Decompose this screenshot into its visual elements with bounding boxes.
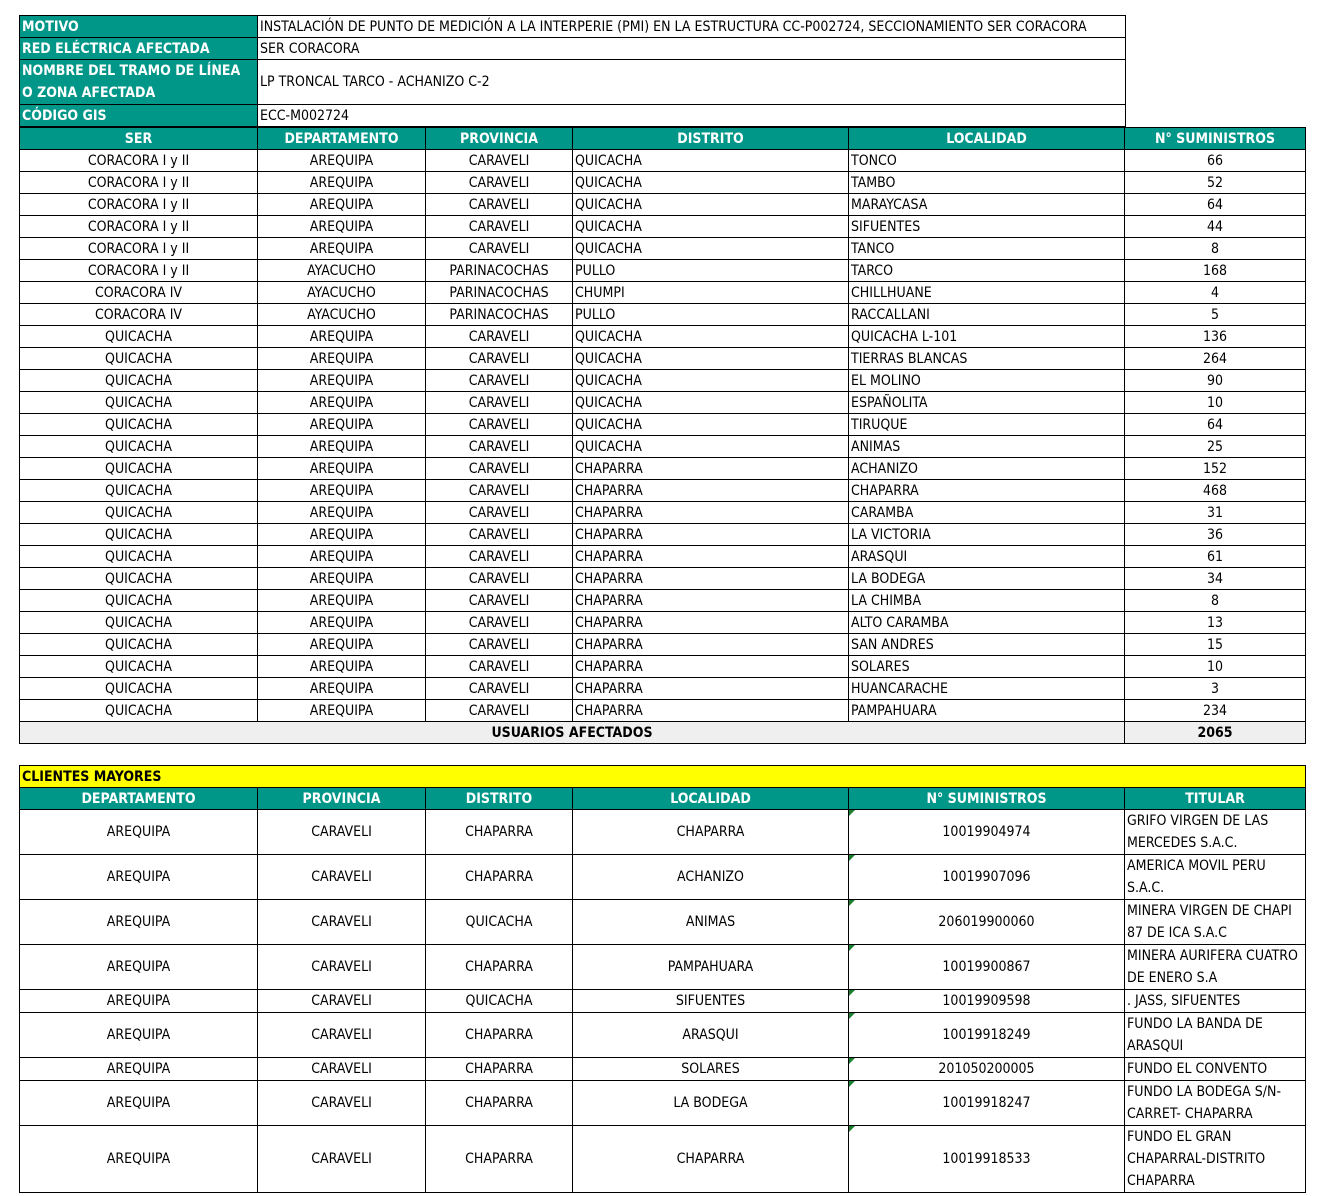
table-cell: TIERRAS BLANCAS (849, 348, 1125, 370)
table-cell: CHILLHUANE (849, 282, 1125, 304)
table-cell: 31 (1125, 502, 1306, 524)
table-cell: CHAPARRA (573, 502, 849, 524)
table-cell: 234 (1125, 700, 1306, 722)
table-cell: CORACORA I y II (20, 238, 258, 260)
table-cell: SOLARES (573, 1058, 849, 1081)
table-cell: QUICACHA (20, 436, 258, 458)
table-cell: 8 (1125, 238, 1306, 260)
table-row (20, 1058, 1306, 1081)
table-cell: PAMPAHUARA (573, 945, 849, 990)
red-value: SER CORACORA (258, 38, 1126, 60)
table-cell: AREQUIPA (258, 656, 426, 678)
table-cell: FUNDO EL GRAN CHAPARRAL-DISTRITO CHAPARRA (1125, 1126, 1306, 1193)
table-row (20, 678, 1306, 700)
table-cell: CARAVELI (258, 1058, 426, 1081)
table-cell: CHAPARRA (573, 678, 849, 700)
table-cell: CORACORA I y II (20, 194, 258, 216)
table-cell: CARAVELI (426, 458, 573, 480)
table-cell: CARAVELI (426, 392, 573, 414)
table-cell: AYACUCHO (258, 304, 426, 326)
table-cell: AREQUIPA (258, 392, 426, 414)
table-cell: 10019918533 (849, 1126, 1125, 1193)
table-row (20, 326, 1306, 348)
table-cell: AREQUIPA (258, 678, 426, 700)
table-cell: 64 (1125, 414, 1306, 436)
table-cell: QUICACHA (426, 990, 573, 1013)
table-cell: CHUMPI (573, 282, 849, 304)
table-cell: SAN ANDRES (849, 634, 1125, 656)
table-cell: AREQUIPA (258, 590, 426, 612)
table-row (20, 150, 1306, 172)
table-cell: MARAYCASA (849, 194, 1125, 216)
table-cell: AREQUIPA (258, 436, 426, 458)
table-cell: QUICACHA (20, 634, 258, 656)
table-cell: CHAPARRA (573, 612, 849, 634)
table-cell: LA CHIMBA (849, 590, 1125, 612)
affected-header-cell: DEPARTAMENTO (258, 128, 426, 150)
clients-title: CLIENTES MAYORES (20, 766, 1306, 788)
table-row (20, 436, 1306, 458)
table-cell: AREQUIPA (258, 634, 426, 656)
table-cell: CARAVELI (258, 855, 426, 900)
table-cell: 206019900060 (849, 900, 1125, 945)
table-cell: 10019900867 (849, 945, 1125, 990)
table-cell: ANIMAS (573, 900, 849, 945)
table-cell: TONCO (849, 150, 1125, 172)
table-cell: CARAVELI (426, 370, 573, 392)
table-cell: CHAPARRA (573, 524, 849, 546)
table-cell: AREQUIPA (20, 1013, 258, 1058)
table-cell: AREQUIPA (258, 348, 426, 370)
table-cell: QUICACHA (20, 480, 258, 502)
gis-value: ECC-M002724 (258, 105, 1126, 127)
table-cell: CARAVELI (426, 590, 573, 612)
table-cell: QUICACHA (20, 392, 258, 414)
table-cell: CARAVELI (426, 238, 573, 260)
table-cell: QUICACHA (20, 700, 258, 722)
table-row (20, 855, 1306, 900)
total-value: 2065 (1125, 722, 1306, 744)
table-cell: 5 (1125, 304, 1306, 326)
table-cell: 25 (1125, 436, 1306, 458)
table-cell: AREQUIPA (20, 900, 258, 945)
table-cell: 36 (1125, 524, 1306, 546)
table-cell: CARAVELI (258, 1081, 426, 1126)
table-cell: CHAPARRA (849, 480, 1125, 502)
table-cell: CHAPARRA (573, 1126, 849, 1193)
table-cell: 90 (1125, 370, 1306, 392)
table-cell: FUNDO EL CONVENTO (1125, 1058, 1306, 1081)
table-cell: AREQUIPA (258, 238, 426, 260)
table-row (20, 502, 1306, 524)
tramo-label-line-2: O ZONA AFECTADA (22, 85, 156, 101)
table-cell: 10019907096 (849, 855, 1125, 900)
table-cell: QUICACHA (20, 612, 258, 634)
table-cell: AREQUIPA (20, 990, 258, 1013)
table-cell: CARAVELI (426, 502, 573, 524)
table-cell: 10019904974 (849, 810, 1125, 855)
table-cell: AYACUCHO (258, 282, 426, 304)
table-cell: 52 (1125, 172, 1306, 194)
table-row (20, 172, 1306, 194)
table-cell: QUICACHA (573, 436, 849, 458)
table-cell: CARAVELI (258, 945, 426, 990)
table-cell: AREQUIPA (20, 1126, 258, 1193)
table-cell: LA VICTORIA (849, 524, 1125, 546)
motivo-value: INSTALACIÓN DE PUNTO DE MEDICIÓN A LA INTERPERIE (PMI) EN LA ESTRUCTURA CC-P002724, SECCIONAMIENTO SER CORACORA (258, 16, 1126, 38)
table-cell: MINERA VIRGEN DE CHAPI 87 DE ICA S.A.C (1125, 900, 1306, 945)
table-row (20, 546, 1306, 568)
table-cell: 66 (1125, 150, 1306, 172)
table-cell: QUICACHA (20, 414, 258, 436)
table-cell: QUICACHA (20, 458, 258, 480)
table-cell: CARAVELI (258, 900, 426, 945)
table-cell: CHAPARRA (426, 945, 573, 990)
info-table (19, 15, 1126, 127)
table-cell: AREQUIPA (258, 216, 426, 238)
table-row (20, 900, 1306, 945)
table-cell: 468 (1125, 480, 1306, 502)
motivo-label: MOTIVO (20, 16, 258, 38)
table-cell: 3 (1125, 678, 1306, 700)
table-cell: QUICACHA (573, 370, 849, 392)
table-cell: CHAPARRA (573, 700, 849, 722)
table-cell: CARAVELI (426, 436, 573, 458)
table-cell: HUANCARACHE (849, 678, 1125, 700)
affected-header-row (20, 128, 1306, 150)
table-row (20, 612, 1306, 634)
table-cell: AREQUIPA (20, 855, 258, 900)
table-cell: QUICACHA (20, 656, 258, 678)
table-cell: CHAPARRA (426, 1058, 573, 1081)
table-cell: AREQUIPA (258, 326, 426, 348)
table-cell: CARAVELI (426, 568, 573, 590)
table-cell: CARAVELI (426, 700, 573, 722)
table-row (20, 590, 1306, 612)
table-row (20, 656, 1306, 678)
table-cell: 201050200005 (849, 1058, 1125, 1081)
table-cell: AREQUIPA (258, 700, 426, 722)
table-cell: 10019918247 (849, 1081, 1125, 1126)
table-row (20, 480, 1306, 502)
table-cell: CHAPARRA (573, 810, 849, 855)
table-cell: 10 (1125, 392, 1306, 414)
table-cell: QUICACHA (426, 900, 573, 945)
table-cell: CHAPARRA (426, 1013, 573, 1058)
table-cell: AREQUIPA (20, 810, 258, 855)
clients-header-cell: DEPARTAMENTO (20, 788, 258, 810)
table-cell: SIFUENTES (849, 216, 1125, 238)
table-cell: PARINACOCHAS (426, 260, 573, 282)
table-cell: AREQUIPA (258, 458, 426, 480)
table-cell: CHAPARRA (573, 546, 849, 568)
table-cell: 8 (1125, 590, 1306, 612)
table-row (20, 1126, 1306, 1193)
table-cell: SOLARES (849, 656, 1125, 678)
table-cell: AREQUIPA (258, 194, 426, 216)
table-cell: QUICACHA (573, 238, 849, 260)
table-cell: QUICACHA (573, 216, 849, 238)
table-cell: CHAPARRA (573, 480, 849, 502)
table-cell: QUICACHA (20, 546, 258, 568)
table-cell: AREQUIPA (20, 1081, 258, 1126)
table-cell: CORACORA I y II (20, 216, 258, 238)
spreadsheet (19, 15, 1306, 1193)
total-label: USUARIOS AFECTADOS (20, 722, 1125, 744)
table-cell: ARASQUI (849, 546, 1125, 568)
table-cell: CORACORA IV (20, 282, 258, 304)
table-cell: CARAVELI (258, 990, 426, 1013)
table-cell: AREQUIPA (258, 414, 426, 436)
table-cell: 4 (1125, 282, 1306, 304)
table-cell: CARAMBA (849, 502, 1125, 524)
table-cell: QUICACHA (573, 172, 849, 194)
table-cell: CHAPARRA (426, 810, 573, 855)
table-row (20, 304, 1306, 326)
table-cell: QUICACHA (20, 524, 258, 546)
table-cell: 13 (1125, 612, 1306, 634)
red-label: RED ELÉCTRICA AFECTADA (20, 38, 258, 60)
table-cell: 61 (1125, 546, 1306, 568)
table-cell: AREQUIPA (258, 502, 426, 524)
table-cell: QUICACHA (20, 348, 258, 370)
table-cell: CORACORA I y II (20, 172, 258, 194)
table-cell: QUICACHA (573, 194, 849, 216)
table-cell: 10019909598 (849, 990, 1125, 1013)
table-cell: CARAVELI (426, 546, 573, 568)
table-cell: ACHANIZO (849, 458, 1125, 480)
table-cell: CARAVELI (426, 480, 573, 502)
table-row (20, 282, 1306, 304)
table-cell: GRIFO VIRGEN DE LAS MERCEDES S.A.C. (1125, 810, 1306, 855)
table-cell: CARAVELI (426, 656, 573, 678)
table-cell: CHAPARRA (573, 458, 849, 480)
table-row (20, 260, 1306, 282)
affected-header-cell: SER (20, 128, 258, 150)
table-cell: QUICACHA (20, 370, 258, 392)
table-cell: AREQUIPA (20, 945, 258, 990)
table-row (20, 810, 1306, 855)
table-cell: CORACORA I y II (20, 150, 258, 172)
table-cell: CORACORA I y II (20, 260, 258, 282)
affected-header-cell: DISTRITO (573, 128, 849, 150)
table-cell: CHAPARRA (573, 656, 849, 678)
table-cell: 168 (1125, 260, 1306, 282)
table-cell: PARINACOCHAS (426, 304, 573, 326)
table-cell: PAMPAHUARA (849, 700, 1125, 722)
affected-header-cell: PROVINCIA (426, 128, 573, 150)
table-cell: 64 (1125, 194, 1306, 216)
table-cell: CARAVELI (426, 194, 573, 216)
table-cell: AREQUIPA (258, 546, 426, 568)
table-cell: QUICACHA (573, 348, 849, 370)
table-row (20, 392, 1306, 414)
gis-label: CÓDIGO GIS (20, 105, 258, 127)
table-cell: QUICACHA (20, 678, 258, 700)
table-row (20, 238, 1306, 260)
table-cell: QUICACHA (20, 502, 258, 524)
table-row (20, 700, 1306, 722)
table-cell: QUICACHA (573, 150, 849, 172)
tramo-label (20, 60, 258, 105)
table-cell: CHAPARRA (573, 634, 849, 656)
table-cell: . JASS, SIFUENTES (1125, 990, 1306, 1013)
table-cell: ARASQUI (573, 1013, 849, 1058)
table-row (20, 634, 1306, 656)
table-cell: CARAVELI (426, 524, 573, 546)
table-row (20, 1013, 1306, 1058)
clients-table (19, 765, 1306, 1193)
table-cell: QUICACHA (573, 414, 849, 436)
clients-header-cell: PROVINCIA (258, 788, 426, 810)
table-cell: CARAVELI (426, 172, 573, 194)
table-cell: AREQUIPA (20, 1058, 258, 1081)
table-cell: ALTO CARAMBA (849, 612, 1125, 634)
table-cell: 152 (1125, 458, 1306, 480)
affected-header-cell: LOCALIDAD (849, 128, 1125, 150)
table-cell: QUICACHA (20, 326, 258, 348)
table-cell: CHAPARRA (426, 855, 573, 900)
table-cell: QUICACHA L-101 (849, 326, 1125, 348)
table-cell: AREQUIPA (258, 612, 426, 634)
table-cell: CARAVELI (426, 326, 573, 348)
table-cell: MINERA AURIFERA CUATRO DE ENERO S.A (1125, 945, 1306, 990)
table-row (20, 370, 1306, 392)
table-cell: QUICACHA (20, 568, 258, 590)
table-cell: AREQUIPA (258, 150, 426, 172)
table-cell: TAMBO (849, 172, 1125, 194)
clients-header-cell: TITULAR (1125, 788, 1306, 810)
table-row (20, 458, 1306, 480)
table-row (20, 1081, 1306, 1126)
total-row (20, 722, 1306, 744)
table-cell: CHAPARRA (426, 1081, 573, 1126)
table-cell: ESPAÑOLITA (849, 392, 1125, 414)
table-cell: LA BODEGA (573, 1081, 849, 1126)
table-cell: CARAVELI (426, 150, 573, 172)
table-cell: QUICACHA (573, 392, 849, 414)
table-cell: 10 (1125, 656, 1306, 678)
table-cell: AREQUIPA (258, 370, 426, 392)
table-cell: 15 (1125, 634, 1306, 656)
table-row (20, 348, 1306, 370)
clients-header-cell: LOCALIDAD (573, 788, 849, 810)
table-cell: 10019918249 (849, 1013, 1125, 1058)
table-row (20, 524, 1306, 546)
table-row (20, 945, 1306, 990)
table-row (20, 990, 1306, 1013)
table-cell: FUNDO LA BANDA DE ARASQUI (1125, 1013, 1306, 1058)
clients-header-cell: N° SUMINISTROS (849, 788, 1125, 810)
table-cell: CHAPARRA (573, 568, 849, 590)
table-cell: AMERICA MOVIL PERU S.A.C. (1125, 855, 1306, 900)
table-cell: 34 (1125, 568, 1306, 590)
table-cell: SIFUENTES (573, 990, 849, 1013)
table-cell: TIRUQUE (849, 414, 1125, 436)
table-cell: RACCALLANI (849, 304, 1125, 326)
table-cell: PARINACOCHAS (426, 282, 573, 304)
table-row (20, 568, 1306, 590)
table-cell: CARAVELI (426, 216, 573, 238)
tramo-label-line-1: NOMBRE DEL TRAMO DE LÍNEA (22, 63, 241, 79)
table-row (20, 414, 1306, 436)
table-cell: 44 (1125, 216, 1306, 238)
table-cell: CARAVELI (426, 414, 573, 436)
clients-header-row (20, 788, 1306, 810)
table-cell: TANCO (849, 238, 1125, 260)
affected-header-cell: N° SUMINISTROS (1125, 128, 1306, 150)
table-cell: PULLO (573, 304, 849, 326)
table-cell: 264 (1125, 348, 1306, 370)
table-cell: LA BODEGA (849, 568, 1125, 590)
table-cell: QUICACHA (573, 326, 849, 348)
table-cell: CARAVELI (426, 612, 573, 634)
table-cell: CARAVELI (258, 1126, 426, 1193)
clients-header-cell: DISTRITO (426, 788, 573, 810)
table-cell: QUICACHA (20, 590, 258, 612)
table-cell: AREQUIPA (258, 480, 426, 502)
table-cell: FUNDO LA BODEGA S/N-CARRET- CHAPARRA (1125, 1081, 1306, 1126)
table-cell: CHAPARRA (573, 590, 849, 612)
table-cell: CARAVELI (426, 678, 573, 700)
table-cell: CARAVELI (426, 634, 573, 656)
clients-title-row (20, 766, 1306, 788)
table-cell: AREQUIPA (258, 524, 426, 546)
table-cell: CHAPARRA (426, 1126, 573, 1193)
table-cell: EL MOLINO (849, 370, 1125, 392)
affected-table (19, 127, 1306, 744)
table-cell: ACHANIZO (573, 855, 849, 900)
table-cell: CARAVELI (258, 810, 426, 855)
table-cell: AREQUIPA (258, 568, 426, 590)
table-row (20, 194, 1306, 216)
table-cell: AYACUCHO (258, 260, 426, 282)
table-cell: CARAVELI (426, 348, 573, 370)
table-cell: CORACORA IV (20, 304, 258, 326)
tramo-value: LP TRONCAL TARCO - ACHANIZO C-2 (258, 60, 1126, 105)
table-cell: AREQUIPA (258, 172, 426, 194)
table-cell: CARAVELI (258, 1013, 426, 1058)
table-cell: PULLO (573, 260, 849, 282)
table-cell: TARCO (849, 260, 1125, 282)
table-cell: 136 (1125, 326, 1306, 348)
table-row (20, 216, 1306, 238)
table-cell: ANIMAS (849, 436, 1125, 458)
